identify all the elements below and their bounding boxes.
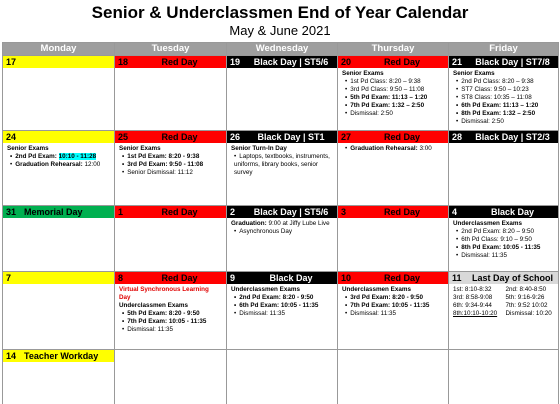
day-cell-17	[3, 56, 115, 131]
day-cell-8	[115, 272, 227, 350]
day-body	[115, 143, 226, 179]
day-number: 31	[6, 207, 17, 217]
day-type-label: Memorial Day	[24, 207, 83, 217]
day-cell-20	[338, 56, 449, 131]
schedule-item: • 2nd Pd Class: 8:20 – 9:38	[456, 78, 554, 86]
day-body	[227, 284, 337, 320]
day-body	[449, 218, 558, 262]
schedule-item: • 6th Pd Exam: 11:13 – 1:20	[456, 102, 554, 110]
bell-time: 8th:10:10-10:20	[453, 310, 498, 317]
calendar-table	[2, 42, 559, 404]
day-header	[227, 206, 337, 218]
schedule-heading: Underclassmen Exams	[453, 220, 522, 227]
day-type-label: Red Day	[161, 57, 198, 67]
weekday-thursday: Thursday	[338, 43, 449, 56]
day-body	[338, 284, 448, 320]
day-cell-21	[449, 56, 559, 131]
bell-time: 3rd: 8:58-9:08	[453, 294, 493, 301]
day-cell-10	[338, 272, 449, 350]
day-number: 8	[118, 273, 124, 283]
schedule-heading: Underclassmen Exams	[231, 286, 300, 293]
day-number: 27	[341, 132, 352, 142]
day-number: 21	[452, 57, 463, 67]
day-number: 25	[118, 132, 129, 142]
day-cell-25	[115, 131, 227, 206]
weekday-tuesday: Tuesday	[115, 43, 227, 56]
day-cell-14	[3, 350, 115, 404]
weekday-friday: Friday	[449, 43, 559, 56]
schedule-item: • Dismissal: 11:35	[456, 252, 554, 260]
day-number: 24	[6, 132, 17, 142]
day-cell-empty	[338, 350, 449, 404]
schedule-item: • 3rd Pd Exam: 9:50 - 11:08	[122, 161, 222, 169]
day-cell-18	[115, 56, 227, 131]
schedule-list	[119, 310, 222, 334]
page-subtitle: May & June 2021	[229, 23, 331, 38]
schedule-heading: Senior Exams	[7, 145, 49, 152]
day-header	[449, 206, 558, 218]
day-type-label: Red Day	[161, 132, 198, 142]
weekday-header-row	[3, 43, 559, 56]
day-type-label: Red Day	[383, 57, 420, 67]
schedule-item	[345, 145, 444, 153]
schedule-item: • 8th Pd Exam: 1:32 – 2:50	[456, 110, 554, 118]
rehearsal-time: 3:00	[419, 145, 432, 152]
schedule-heading: Senior Exams	[453, 70, 495, 77]
schedule-item: • 6th Pd Exam: 10:05 - 11:35	[234, 302, 333, 310]
schedule-item: • Asynchronous Day	[234, 228, 333, 236]
day-cell-2	[227, 206, 338, 272]
day-header	[3, 206, 114, 218]
day-number: 26	[230, 132, 241, 142]
day-cell-31	[3, 206, 115, 272]
day-type-label: Red Day	[383, 273, 420, 283]
schedule-list	[453, 78, 554, 126]
day-type-label: Black Day	[269, 273, 313, 283]
day-cell-28	[449, 131, 559, 206]
graduation-line	[231, 220, 333, 228]
day-body	[227, 218, 337, 238]
day-header	[115, 56, 226, 68]
schedule-item: • 6th Pd Class: 9:10 – 9:50	[456, 236, 554, 244]
schedule-item: • 5th Pd Exam: 11:13 – 1:20	[345, 94, 444, 102]
schedule-item: • 5th Pd Exam: 8:20 - 9:50	[122, 310, 222, 318]
rehearsal-label: Graduation Rehearsal:	[15, 161, 83, 168]
week-row	[3, 206, 559, 272]
schedule-item: • 2nd Pd Exam: 8:20 – 9:50	[456, 228, 554, 236]
day-type-label: Red Day	[383, 132, 420, 142]
schedule-item: • 7th Pd Exam: 10:05 - 11:35	[345, 302, 444, 310]
day-cell-19	[227, 56, 338, 131]
schedule-list	[342, 294, 444, 318]
day-cell-4	[449, 206, 559, 272]
day-header	[338, 206, 448, 218]
schedule-heading: Underclassmen Exams	[342, 286, 411, 293]
day-cell-1	[115, 206, 227, 272]
schedule-item: • 2nd Pd Exam: 8:20 - 9:50	[234, 294, 333, 302]
schedule-list	[119, 153, 222, 177]
schedule-list	[231, 228, 333, 236]
week-row	[3, 350, 559, 404]
day-cell-3	[338, 206, 449, 272]
day-cell-26	[227, 131, 338, 206]
day-number: 7	[6, 273, 12, 283]
day-header	[227, 131, 337, 143]
day-number: 3	[341, 207, 347, 217]
schedule-item: • 8th Pd Exam: 10:05 - 11:35	[456, 244, 554, 252]
bell-time: 6th: 9:34-9:44	[453, 302, 492, 309]
day-number: 17	[6, 57, 17, 67]
schedule-list	[453, 228, 554, 260]
day-number: 4	[452, 207, 458, 217]
day-body	[449, 68, 558, 128]
page-title: Senior & Underclassmen End of Year Calendar	[91, 3, 469, 22]
graduation-text: 9:00 at Jiffy Lube Live	[268, 220, 330, 227]
day-number: 14	[6, 351, 17, 361]
schedule-item: • Senior Dismissal: 11:12	[122, 169, 222, 177]
day-header	[3, 350, 114, 362]
week-row	[3, 272, 559, 350]
schedule-heading: Senior Exams	[119, 145, 161, 152]
day-header	[338, 56, 448, 68]
day-cell-empty	[449, 350, 559, 404]
schedule-item	[10, 161, 110, 169]
day-number: 2	[230, 207, 236, 217]
rehearsal-time: 12:00	[84, 161, 101, 168]
day-body	[115, 284, 226, 336]
day-type-label: Last Day of School	[471, 273, 553, 283]
day-header	[115, 206, 226, 218]
schedule-item: • Dismissal: 11:35	[234, 310, 333, 318]
schedule-item: • 1st Pd Exam: 8:20 - 9:38	[122, 153, 222, 161]
schedule-item: • ST8 Class: 10:35 – 11:08	[456, 94, 554, 102]
bell-schedule	[449, 284, 558, 318]
schedule-list	[342, 145, 444, 153]
virtual-day-note: Virtual Synchronous Learning Day	[119, 286, 209, 301]
weekday-wednesday: Wednesday	[227, 43, 338, 56]
schedule-heading: Underclassmen Exams	[119, 302, 188, 309]
day-header	[115, 131, 226, 143]
day-cell-empty	[227, 350, 338, 404]
schedule-item: • Dismissal: 11:35	[122, 326, 222, 334]
day-cell-9	[227, 272, 338, 350]
schedule-item	[10, 153, 110, 161]
day-number: 18	[118, 57, 129, 67]
day-type-label: Black Day	[490, 207, 535, 217]
day-number: 10	[341, 273, 352, 283]
schedule-list	[342, 78, 444, 118]
day-header	[449, 131, 558, 143]
day-number: 28	[452, 132, 463, 142]
day-type-label: Black Day | ST5/6	[253, 57, 329, 67]
day-cell-7	[3, 272, 115, 350]
schedule-item: • 3rd Pd Class: 9:50 – 11:08	[345, 86, 444, 94]
bell-time: 1st: 8:10-8:32	[453, 286, 492, 293]
week-row	[3, 56, 559, 131]
day-type-label: Black Day | ST5/6	[253, 207, 329, 217]
day-header	[3, 56, 114, 68]
schedule-list	[7, 153, 110, 169]
exam-label: 2nd Pd Exam:	[15, 153, 57, 160]
bell-time: 2nd: 8:40-8:50	[505, 286, 547, 293]
day-header	[449, 272, 558, 284]
bell-time: 7th: 9:52 10:02	[505, 302, 548, 309]
day-header	[115, 272, 226, 284]
day-header	[338, 272, 448, 284]
schedule-item: • Dismissal: 11:35	[345, 310, 444, 318]
day-number: 1	[118, 207, 124, 217]
bell-time: 5th: 9:16-9:26	[505, 294, 545, 301]
day-cell-empty	[115, 350, 227, 404]
day-header	[449, 56, 558, 68]
rehearsal-label: Graduation Rehearsal:	[350, 145, 418, 152]
schedule-list	[231, 294, 333, 318]
day-number: 20	[341, 57, 352, 67]
schedule-item: • Dismissal: 2:50	[345, 110, 444, 118]
day-type-label: Red Day	[383, 207, 420, 217]
day-number: 19	[230, 57, 241, 67]
day-header	[227, 272, 337, 284]
day-type-label: Black Day | ST2/3	[475, 132, 550, 142]
week-row	[3, 131, 559, 206]
schedule-list	[231, 153, 333, 177]
day-number: 9	[230, 273, 236, 283]
schedule-heading: Senior Exams	[342, 70, 384, 77]
day-type-label: Black Day | ST7/8	[475, 57, 550, 67]
day-header	[338, 131, 448, 143]
day-cell-27	[338, 131, 449, 206]
bell-time: Dismissal: 10:20	[505, 310, 552, 317]
day-type-label: Teacher Workday	[24, 351, 99, 361]
schedule-heading: Senior Turn-In Day	[231, 145, 287, 152]
graduation-label: Graduation:	[231, 220, 267, 227]
schedule-item: • 3rd Pd Exam: 8:20 - 9:50	[345, 294, 444, 302]
schedule-item: • Laptops, textbooks, instruments, uniforms, library books, senior survey	[234, 153, 333, 177]
day-number: 11	[452, 273, 462, 283]
day-body	[227, 143, 337, 179]
day-header	[3, 272, 114, 284]
day-body	[338, 68, 448, 120]
day-header	[227, 56, 337, 68]
day-type-label: Red Day	[161, 207, 198, 217]
schedule-item: • Dismissal: 2:50	[456, 118, 554, 126]
day-header	[3, 131, 114, 143]
day-cell-11	[449, 272, 559, 350]
schedule-item: • ST7 Class: 9:50 – 10:23	[456, 86, 554, 94]
day-body	[338, 143, 448, 155]
day-cell-24	[3, 131, 115, 206]
day-type-label: Black Day | ST1	[257, 132, 325, 142]
day-type-label: Red Day	[161, 273, 198, 283]
weekday-monday: Monday	[3, 43, 115, 56]
schedule-item: • 1st Pd Class: 8:20 – 9:38	[345, 78, 444, 86]
schedule-item: • 7th Pd Exam: 10:05 - 11:35	[122, 318, 222, 326]
exam-time-highlight: 10:10 - 11:28	[58, 153, 97, 160]
day-body	[3, 143, 114, 171]
schedule-item: • 7th Pd Exam: 1:32 – 2:50	[345, 102, 444, 110]
